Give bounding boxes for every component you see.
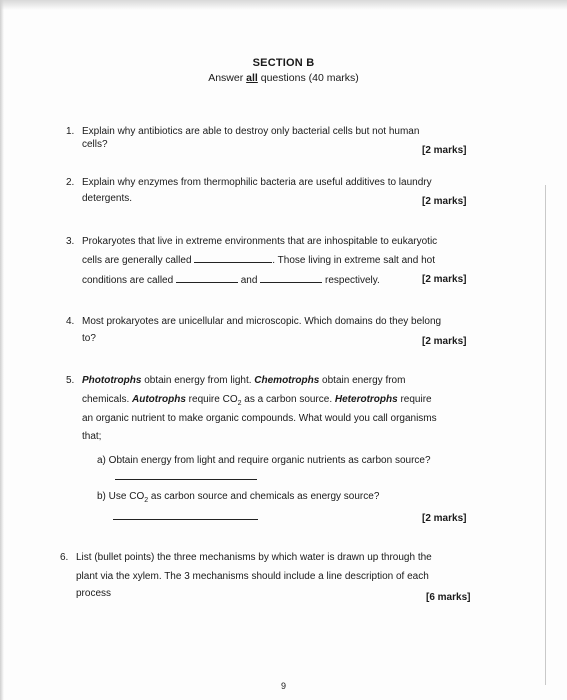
question-number: 4.	[66, 316, 75, 327]
question-text: conditions are called and respectively.	[82, 275, 380, 286]
question-text: detergents.	[82, 193, 133, 204]
subquestion-a: a) Obtain energy from light and require organic nutrients as carbon source?	[97, 455, 431, 466]
question-text: that;	[82, 431, 102, 442]
marks-label: [2 marks]	[422, 513, 467, 524]
section-title: SECTION B	[252, 57, 315, 69]
question-number: 2.	[66, 177, 75, 188]
question-text: to?	[82, 333, 96, 344]
marks-label: [2 marks]	[422, 274, 467, 285]
answer-line-b[interactable]	[113, 519, 258, 520]
question-number: 1.	[66, 126, 75, 137]
question-text: an organic nutrient to make organic compounds. What would you call organisms	[82, 413, 437, 424]
question-number: 3.	[66, 236, 75, 247]
page-top-shadow	[0, 0, 567, 10]
question-text: Explain why enzymes from thermophilic bacteria are useful additives to laundry	[82, 177, 432, 188]
subquestion-b: b) Use $CO_2$ as carbon source and chemicals as energy source?	[97, 491, 380, 504]
question-text: process	[76, 588, 112, 599]
question-text: Most prokaryotes are unicellular and microscopic. Which domains do they belong	[82, 316, 442, 327]
answer-blank[interactable]	[260, 273, 322, 283]
marks-label: [2 marks]	[422, 145, 467, 156]
question-text: Phototrophs obtain energy from light. Chemotrophs obtain energy from	[82, 375, 406, 386]
question-text: List (bullet points) the three mechanisms by which water is drawn up through the	[76, 552, 432, 563]
question-text: Prokaryotes that live in extreme environments that are inhospitable to eukaryotic	[82, 236, 438, 247]
question-text: chemicals. Autotrophs require $CO_2$ as a carbon source. Heterotrophs require	[82, 394, 432, 407]
question-text: cells?	[82, 139, 108, 150]
question-text: Explain why antibiotics are able to destroy only bacterial cells but not human	[82, 126, 420, 137]
question-text: plant via the xylem. The 3 mechanisms should include a line description of each	[76, 571, 429, 582]
page-right-edge	[545, 185, 546, 685]
question-number: 6.	[60, 552, 69, 563]
section-instructions: Answer all questions (40 marks)	[208, 72, 359, 84]
marks-label: [6 marks]	[426, 592, 471, 603]
answer-blank[interactable]	[194, 253, 272, 263]
emphasis-all: all	[246, 72, 258, 84]
page-number: 9	[280, 681, 286, 691]
question-text: cells are generally called . Those living in extreme salt and hot	[82, 255, 435, 266]
marks-label: [2 marks]	[422, 196, 467, 207]
answer-line-a[interactable]	[115, 479, 257, 480]
marks-label: [2 marks]	[422, 336, 467, 347]
question-number: 5.	[66, 375, 75, 386]
answer-blank[interactable]	[176, 273, 238, 283]
page-left-edge	[0, 0, 4, 700]
